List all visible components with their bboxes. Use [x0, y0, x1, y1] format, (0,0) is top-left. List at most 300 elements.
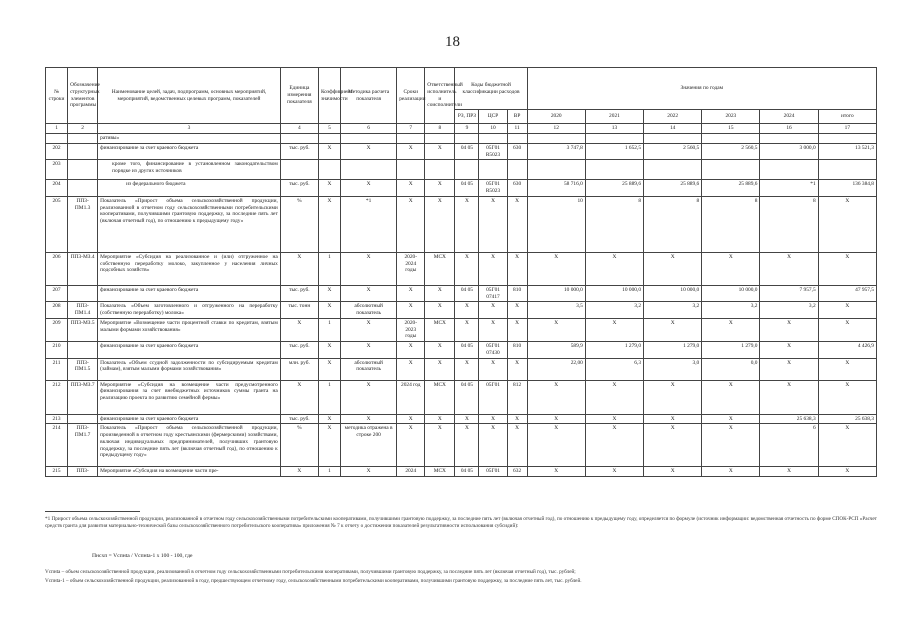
col-num: 2 — [68, 124, 98, 134]
cell-period: X — [397, 285, 425, 302]
cell-value-total: 25 638,3 — [818, 414, 876, 424]
cell-method: X — [341, 285, 397, 302]
header-unit: Единица измерения показателя — [280, 68, 318, 124]
cell-method: X — [341, 467, 397, 477]
cell-csr-code: X — [479, 414, 507, 424]
cell-value-2021: 3,2 — [585, 302, 643, 319]
table-row — [46, 380, 877, 414]
cell-period: X — [397, 196, 425, 252]
cell-rzprz-code — [455, 134, 479, 144]
cell-unit: тыс. руб. — [280, 180, 318, 197]
table-row — [46, 252, 877, 285]
cell-row-name: Мероприятие «Субсидия на реализованное и (или) отгруженное на собственную переработку молоко, закупленное у населения личных подсобных хозяйств» — [98, 252, 281, 285]
cell-value-2022: 3,2 — [644, 302, 702, 319]
cell-value-total: X — [818, 467, 876, 477]
cell-row-name: Показатель «Объем заготовленного и отгруженного на переработку (собственную переработку) молока» — [98, 302, 281, 319]
cell-value-total: 4 426,9 — [818, 342, 876, 359]
header-year-2024: 2024 — [760, 110, 818, 124]
cell-period: X — [397, 143, 425, 160]
col-num: 9 — [455, 124, 479, 134]
cell-row-name: финансирование за счет краевого бюджета — [98, 342, 281, 359]
cell-value-total: 136 384,8 — [818, 180, 876, 197]
cell-coefficient: X — [318, 424, 340, 467]
cell-value-2020: 10 000,0 — [527, 285, 585, 302]
cell-row-name: Мероприятие «Субсидия на возмещение части предусмотренного финансирования за счет внебюджетных источников суммы гранта на реализацию проекта по развитию семейной фермы» — [98, 380, 281, 414]
cell-value-2023: 10 000,0 — [702, 285, 760, 302]
cell-unit: X — [280, 380, 318, 414]
cell-vr-code: X — [507, 318, 527, 341]
cell-csr-code: X — [479, 252, 507, 285]
cell-coefficient: X — [318, 180, 340, 197]
cell-method: X — [341, 342, 397, 359]
cell-csr-code — [479, 160, 507, 180]
cell-value-2024: *1 — [760, 180, 818, 197]
cell-coefficient: 1 — [318, 380, 340, 414]
cell-value-2024 — [760, 160, 818, 180]
footnote-definition-2: Vспнtа-1 – объем сельскохозяйственной продукции, реализованной в году, предшествующем отчетному году, сельскохозяйственными потребительскими кооперативами, получившими грантовую поддержку, за последние пять лет, тыс. рублей. — [45, 578, 582, 584]
header-values-by-year: Значения по годам — [527, 68, 876, 110]
header-structure-code: Обозначение структурных элементов программы — [68, 68, 98, 124]
footnote-divider — [45, 511, 140, 512]
cell-unit: тыс. руб. — [280, 414, 318, 424]
cell-structure-code: ПП3-ПМ1.3 — [68, 196, 98, 252]
cell-csr-code: 05Г01 07430 — [479, 342, 507, 359]
cell-row-name: Показатель «Прирост объема сельскохозяйственной продукции, произведенной в отчетном году крестьянскими (фермерскими) хозяйствами, включая индивидуальных предпринимателей, получивших грантовую поддержку, за последние пять лет (включая отчетный год), по отношению к предыдущему году» — [98, 424, 281, 467]
cell-csr-code: X — [479, 424, 507, 467]
cell-row-name: ративы» — [98, 134, 281, 144]
col-num: 10 — [479, 124, 507, 134]
cell-coefficient: X — [318, 414, 340, 424]
cell-structure-code: ПП3-ПМ1.7 — [68, 424, 98, 467]
cell-rzprz-code: X — [455, 424, 479, 467]
cell-row-number: 204 — [46, 180, 68, 197]
cell-method: методика отражена в строке 200 — [341, 424, 397, 467]
header-year-2022: 2022 — [644, 110, 702, 124]
cell-value-2021 — [585, 160, 643, 180]
cell-value-2023: 8 — [702, 196, 760, 252]
cell-value-2020: 58 716,0 — [527, 180, 585, 197]
cell-row-number: 213 — [46, 414, 68, 424]
cell-coefficient — [318, 134, 340, 144]
table-row — [46, 424, 877, 467]
table-row — [46, 467, 877, 477]
cell-vr-code: 812 — [507, 380, 527, 414]
cell-coefficient: X — [318, 143, 340, 160]
cell-row-number — [46, 134, 68, 144]
cell-period: X — [397, 414, 425, 424]
cell-executor: X — [425, 342, 455, 359]
cell-coefficient: X — [318, 342, 340, 359]
cell-value-2020: 3,5 — [527, 302, 585, 319]
cell-rzprz-code: 04 05 — [455, 285, 479, 302]
cell-unit: % — [280, 196, 318, 252]
cell-row-number: 212 — [46, 380, 68, 414]
cell-value-2022: 25 889,6 — [644, 180, 702, 197]
cell-value-total: 13 521,3 — [818, 143, 876, 160]
cell-value-2020: 10 — [527, 196, 585, 252]
header-year-2021: 2021 — [585, 110, 643, 124]
cell-rzprz-code: X — [455, 358, 479, 380]
col-num: 5 — [318, 124, 340, 134]
cell-rzprz-code — [455, 160, 479, 180]
cell-period: X — [397, 424, 425, 467]
table-row — [46, 285, 877, 302]
cell-structure-code: ПП3- — [68, 467, 98, 477]
cell-vr-code: 810 — [507, 342, 527, 359]
cell-value-2021: 8 — [585, 196, 643, 252]
cell-method — [341, 134, 397, 144]
cell-rzprz-code: X — [455, 318, 479, 341]
cell-value-2021: X — [585, 380, 643, 414]
cell-row-number: 207 — [46, 285, 68, 302]
cell-method: X — [341, 380, 397, 414]
cell-vr-code: X — [507, 358, 527, 380]
cell-value-2023 — [702, 134, 760, 144]
cell-csr-code: X — [479, 196, 507, 252]
cell-value-2024: X — [760, 252, 818, 285]
cell-row-number: 211 — [46, 358, 68, 380]
table-row — [46, 302, 877, 319]
col-num: 13 — [585, 124, 643, 134]
cell-rzprz-code: 04 05 — [455, 180, 479, 197]
table-row — [46, 180, 877, 197]
cell-method: абсолютный показатель — [341, 358, 397, 380]
cell-value-2024: 25 638,3 — [760, 414, 818, 424]
cell-value-2024: 3 000,0 — [760, 143, 818, 160]
cell-value-2022: 10 000,0 — [644, 285, 702, 302]
cell-row-number: 205 — [46, 196, 68, 252]
cell-value-2021: X — [585, 414, 643, 424]
cell-coefficient: 1 — [318, 467, 340, 477]
cell-structure-code: ПП3-МЗ.7 — [68, 380, 98, 414]
cell-unit: X — [280, 318, 318, 341]
footnote-definition-1: Vспнtа – объем сельскохозяйственной продукции, реализованной в отчетном году сельскохозяйственными потребительскими кооперативами, получившими грантовую поддержку, за последние пять лет (включая отчетный год), тыс. рублей; — [45, 569, 576, 575]
cell-value-2021: 1 279,0 — [585, 342, 643, 359]
cell-value-2022: 1 279,0 — [644, 342, 702, 359]
cell-structure-code: ПП3-ПМ1.5 — [68, 358, 98, 380]
cell-value-total: X — [818, 358, 876, 380]
cell-csr-code — [479, 134, 507, 144]
cell-executor: МСХ — [425, 467, 455, 477]
cell-row-number: 214 — [46, 424, 68, 467]
cell-csr-code: X — [479, 302, 507, 319]
table-row — [46, 143, 877, 160]
cell-executor: МСХ — [425, 380, 455, 414]
cell-rzprz-code: X — [455, 414, 479, 424]
cell-value-2020: 22,00 — [527, 358, 585, 380]
cell-value-2023: 1 279,0 — [702, 342, 760, 359]
header-row-number: № строки — [46, 68, 68, 124]
cell-value-total — [818, 160, 876, 180]
cell-method — [341, 160, 397, 180]
cell-structure-code — [68, 134, 98, 144]
cell-row-number: 215 — [46, 467, 68, 477]
cell-value-2020: X — [527, 252, 585, 285]
cell-row-number: 206 — [46, 252, 68, 285]
cell-coefficient: X — [318, 196, 340, 252]
cell-executor: X — [425, 196, 455, 252]
cell-value-2020: X — [527, 467, 585, 477]
cell-csr-code: 05Г01 07417 — [479, 285, 507, 302]
table-row — [46, 414, 877, 424]
cell-value-2024: X — [760, 380, 818, 414]
cell-rzprz-code: 04 05 — [455, 467, 479, 477]
cell-structure-code: ПП3-ПМ1.4 — [68, 302, 98, 319]
cell-value-2024: 3,2 — [760, 302, 818, 319]
table-row — [46, 134, 877, 144]
cell-value-2020: X — [527, 414, 585, 424]
cell-coefficient: 1 — [318, 318, 340, 341]
cell-value-total: X — [818, 302, 876, 319]
col-num: 17 — [818, 124, 876, 134]
header-csr: ЦСР — [479, 110, 507, 124]
page-number: 18 — [445, 34, 460, 50]
cell-method: X — [341, 414, 397, 424]
col-num: 12 — [527, 124, 585, 134]
col-num: 3 — [98, 124, 281, 134]
header-period: Сроки реализации — [397, 68, 425, 124]
header-total: итого — [818, 110, 876, 124]
cell-value-2022: X — [644, 318, 702, 341]
col-num: 14 — [644, 124, 702, 134]
cell-vr-code: X — [507, 302, 527, 319]
cell-coefficient: X — [318, 358, 340, 380]
cell-value-2021: X — [585, 252, 643, 285]
cell-value-2022: X — [644, 252, 702, 285]
cell-value-2023: 25 889,6 — [702, 180, 760, 197]
cell-value-total: X — [818, 424, 876, 467]
cell-value-2024: X — [760, 318, 818, 341]
cell-row-number: 203 — [46, 160, 68, 180]
cell-period: 2020-2024 годы — [397, 252, 425, 285]
col-num: 1 — [46, 124, 68, 134]
cell-value-2021: 25 889,6 — [585, 180, 643, 197]
cell-value-2024: 7 957,5 — [760, 285, 818, 302]
cell-value-2022 — [644, 160, 702, 180]
cell-period — [397, 160, 425, 180]
cell-vr-code: X — [507, 414, 527, 424]
cell-csr-code: X — [479, 318, 507, 341]
cell-value-2022: X — [644, 380, 702, 414]
cell-method: X — [341, 252, 397, 285]
cell-value-total: 47 957,5 — [818, 285, 876, 302]
cell-value-2020 — [527, 160, 585, 180]
cell-period: X — [397, 302, 425, 319]
cell-structure-code: ПП3-МЗ.5 — [68, 318, 98, 341]
header-year-2023: 2023 — [702, 110, 760, 124]
cell-row-name: Мероприятие «Субсидия на возмещение части пре- — [98, 467, 281, 477]
cell-method: *1 — [341, 196, 397, 252]
cell-unit: млн. руб. — [280, 358, 318, 380]
cell-value-total: X — [818, 196, 876, 252]
cell-value-2024: X — [760, 358, 818, 380]
header-budget-codes: Коды бюджетной классификации расходов — [455, 68, 527, 110]
cell-unit — [280, 160, 318, 180]
cell-period: X — [397, 358, 425, 380]
cell-value-total: X — [818, 252, 876, 285]
col-num: 16 — [760, 124, 818, 134]
cell-value-2023: 0,0 — [702, 358, 760, 380]
cell-row-number: 209 — [46, 318, 68, 341]
cell-row-name: финансирование за счет краевого бюджета — [98, 414, 281, 424]
cell-row-number: 210 — [46, 342, 68, 359]
cell-value-2023: X — [702, 318, 760, 341]
cell-vr-code: 630 — [507, 143, 527, 160]
cell-executor: X — [425, 414, 455, 424]
cell-value-2024 — [760, 134, 818, 144]
header-year-2020: 2020 — [527, 110, 585, 124]
cell-value-2023: 2 560,5 — [702, 143, 760, 160]
cell-csr-code: 05Г01 R5023 — [479, 143, 507, 160]
cell-value-2020: 3 747,8 — [527, 143, 585, 160]
cell-method: X — [341, 180, 397, 197]
cell-executor — [425, 160, 455, 180]
cell-value-2022: 8 — [644, 196, 702, 252]
cell-value-2024: X — [760, 467, 818, 477]
cell-rzprz-code: X — [455, 302, 479, 319]
cell-vr-code: 632 — [507, 467, 527, 477]
header-executor: Ответственный исполнитель и соисполнители — [425, 68, 455, 124]
cell-coefficient: X — [318, 285, 340, 302]
cell-structure-code — [68, 160, 98, 180]
cell-value-total: X — [818, 318, 876, 341]
cell-row-name: Мероприятие «Возмещение части процентной ставки по кредитам, взятым малыми формами хозяйствования» — [98, 318, 281, 341]
cell-period — [397, 134, 425, 144]
cell-value-2022: X — [644, 467, 702, 477]
cell-structure-code — [68, 143, 98, 160]
cell-unit: X — [280, 252, 318, 285]
cell-value-2020: X — [527, 380, 585, 414]
cell-value-2021: 10 000,0 — [585, 285, 643, 302]
cell-value-2022: 3,0 — [644, 358, 702, 380]
column-number-row — [46, 124, 877, 134]
cell-value-2020: X — [527, 424, 585, 467]
cell-vr-code — [507, 160, 527, 180]
cell-vr-code: X — [507, 252, 527, 285]
cell-period: 2020-2023 годы — [397, 318, 425, 341]
cell-executor: X — [425, 285, 455, 302]
table-row — [46, 196, 877, 252]
header-coefficient: Коэффициент значимости — [318, 68, 340, 124]
cell-csr-code: X — [479, 358, 507, 380]
cell-csr-code: 05Г01 R5023 — [479, 180, 507, 197]
cell-vr-code: X — [507, 196, 527, 252]
cell-value-2022: 2 560,5 — [644, 143, 702, 160]
cell-structure-code — [68, 414, 98, 424]
cell-structure-code — [68, 342, 98, 359]
cell-rzprz-code: 04 05 — [455, 380, 479, 414]
cell-unit: тыс. руб. — [280, 143, 318, 160]
cell-vr-code — [507, 134, 527, 144]
cell-unit: тыс. руб. — [280, 285, 318, 302]
cell-value-2020: 589,9 — [527, 342, 585, 359]
header-name: Наименование целей, задач, подпрограмм, основных мероприятий, мероприятий, ведомственных целевых программ, показателей — [98, 68, 281, 124]
cell-row-name: финансирование за счет краевого бюджета — [98, 285, 281, 302]
cell-csr-code: 05Г01 — [479, 380, 507, 414]
cell-value-2022 — [644, 134, 702, 144]
table-row — [46, 160, 877, 180]
cell-period: 2024 — [397, 467, 425, 477]
cell-vr-code: X — [507, 424, 527, 467]
cell-vr-code: 630 — [507, 180, 527, 197]
col-num: 4 — [280, 124, 318, 134]
cell-row-name: из федерального бюджета — [98, 180, 281, 197]
cell-period: X — [397, 342, 425, 359]
cell-value-2022: X — [644, 424, 702, 467]
cell-value-2024: 8 — [760, 196, 818, 252]
cell-period: X — [397, 180, 425, 197]
cell-unit: тыс. руб. — [280, 342, 318, 359]
cell-vr-code: 810 — [507, 285, 527, 302]
cell-value-2024: 6 — [760, 424, 818, 467]
cell-coefficient: 1 — [318, 252, 340, 285]
cell-value-2021: 6,3 — [585, 358, 643, 380]
header-method: Методика расчета показателя — [341, 68, 397, 124]
cell-unit — [280, 134, 318, 144]
cell-method: X — [341, 143, 397, 160]
cell-value-2020: X — [527, 318, 585, 341]
cell-value-2021 — [585, 134, 643, 144]
cell-value-2023 — [702, 160, 760, 180]
col-num: 15 — [702, 124, 760, 134]
cell-rzprz-code: 04 05 — [455, 143, 479, 160]
table-row — [46, 358, 877, 380]
col-num: 8 — [425, 124, 455, 134]
cell-row-name: Показатель «Объем ссудной задолженности по субсидируемым кредитам (займам), взятым малыми формами хозяйствования» — [98, 358, 281, 380]
table-row — [46, 318, 877, 341]
cell-structure-code — [68, 285, 98, 302]
cell-executor: МСХ — [425, 318, 455, 341]
cell-value-2023: X — [702, 380, 760, 414]
cell-unit: тыс. тонн — [280, 302, 318, 319]
cell-value-total: X — [818, 380, 876, 414]
cell-value-2023: X — [702, 414, 760, 424]
cell-executor: X — [425, 358, 455, 380]
cell-period: 2024 год — [397, 380, 425, 414]
cell-value-2021: 1 652,5 — [585, 143, 643, 160]
cell-value-2023: X — [702, 467, 760, 477]
cell-executor: МСХ — [425, 252, 455, 285]
col-num: 7 — [397, 124, 425, 134]
cell-value-2023: 3,2 — [702, 302, 760, 319]
cell-value-2021: X — [585, 467, 643, 477]
cell-rzprz-code: 04 05 — [455, 342, 479, 359]
footnote-text: *1 Прирост объема сельскохозяйственной продукции, реализованной в отчетном году сельскохозяйственными потребительскими кооперативами, получившими грантовую поддержку, за последние пять лет (включая отчетный год), по отношению к предыдущему году, определяется по формуле (источник информации: ведомственная отчетность по форме СПОК-РСП «Расчет средств гранта для развития материально-технической базы сельскохозяйственного потребительского кооператива» приложения № 7 к отчету о достижении показателей результативности использования субсидий): — [45, 516, 877, 530]
cell-unit: % — [280, 424, 318, 467]
cell-value-2022: X — [644, 414, 702, 424]
header-rzprz: РЗ, ПРЗ — [455, 110, 479, 124]
cell-row-number: 202 — [46, 143, 68, 160]
cell-executor: X — [425, 143, 455, 160]
cell-rzprz-code: X — [455, 252, 479, 285]
cell-value-2023: X — [702, 424, 760, 467]
cell-structure-code: ПП3-МЗ.4 — [68, 252, 98, 285]
cell-executor: X — [425, 180, 455, 197]
program-table — [45, 67, 877, 477]
cell-value-2021: X — [585, 424, 643, 467]
cell-method: абсолютный показатель — [341, 302, 397, 319]
col-num: 11 — [507, 124, 527, 134]
cell-method: X — [341, 318, 397, 341]
table-row — [46, 342, 877, 359]
header-vr: ВР — [507, 110, 527, 124]
cell-value-2021: X — [585, 318, 643, 341]
col-num: 6 — [341, 124, 397, 134]
cell-executor: X — [425, 302, 455, 319]
cell-coefficient: X — [318, 302, 340, 319]
footnote-formula: Пнсхп = Vспнtа / Vспнtа-1 х 100 - 100, где — [92, 553, 193, 559]
cell-rzprz-code: X — [455, 196, 479, 252]
